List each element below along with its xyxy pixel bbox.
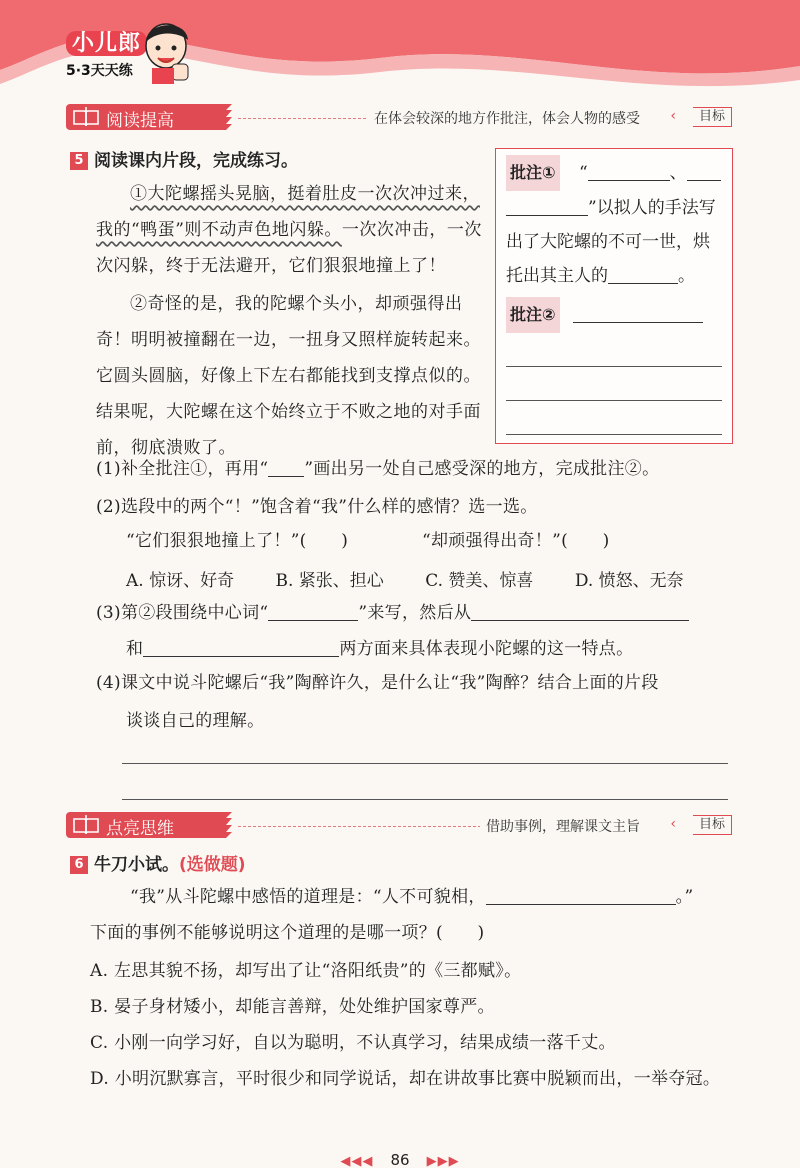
subquestion-1-text-b: ”画出另一处自己感受深的地方，完成批注②。 (304, 459, 660, 479)
note-1-label: 批注① (506, 155, 560, 191)
note-1-text: ”以拟人的手法写出了大陀螺的不可一世，烘托出其主人的 (506, 198, 716, 286)
section-goal: 在体会较深的地方作批注，体会人物的感受 (368, 108, 646, 128)
annotation-box (495, 148, 733, 444)
question-title-text: 阅读课内片段，完成练习。 (94, 151, 298, 171)
note-1-body (506, 191, 722, 293)
section-header-thinking (66, 812, 736, 838)
note-1 (506, 155, 722, 191)
note-2-line-2[interactable] (506, 333, 722, 367)
question-number: 6 (70, 856, 88, 874)
subquestion-2-options (126, 566, 684, 591)
subquestion-4-line-2: 谈谈自己的理解。 (126, 711, 265, 731)
paragraph-1-rest: 一次次冲击，一次次闪躲，终于无法避开，它们狠狠地撞上了！ (96, 220, 482, 276)
chevron-left-icon: ‹ (670, 108, 676, 124)
underlined-sentence-1: ①大陀螺摇头晃脑，挺着肚皮一次次冲过来， (130, 184, 480, 204)
note-1-blank-3[interactable] (506, 196, 588, 216)
reading-passage (96, 176, 488, 466)
note-1-separator: 、 (669, 163, 687, 183)
note-2 (506, 297, 722, 333)
page-footer (0, 1150, 800, 1168)
subquestion-1 (96, 452, 659, 486)
note-2-line-3[interactable] (506, 367, 722, 401)
optional-tag: (选做题) (179, 855, 246, 875)
question-5-title (70, 146, 298, 171)
subquestion-2: (2)选段中的两个“！”饱含着“我”什么样的感情？选一选。 (96, 497, 538, 517)
subquestion-3-blank-2[interactable] (471, 601, 689, 621)
goal-tag: 目标 (693, 107, 732, 127)
question-6-option-b[interactable]: B. 晏子身材矮小，却能言善辩，处处维护国家尊严。 (90, 997, 495, 1017)
chevron-left-icon: ‹ (670, 816, 676, 832)
question-6-stem-end: 。” (675, 887, 694, 907)
subquestion-3-text-b: ”来写，然后从 (358, 603, 472, 623)
note-1-blank-1[interactable] (588, 161, 670, 181)
series-name: 5·3天天练 (66, 63, 133, 79)
section-notch-icon (216, 812, 234, 838)
note-2-line-4[interactable] (506, 401, 722, 435)
paragraph-2: ②奇怪的是，我的陀螺个头小，却顽强得出奇！明明被撞翻在一边，一扭身又照样旋转起来。它圆头圆脑，好像上下左右都能找到支撑点似的。结果呢，大陀螺在这个始终立于不败之地的对手面前，彻底溃败了。 (96, 294, 481, 458)
question-6-blank[interactable] (486, 885, 676, 905)
question-number: 5 (70, 152, 88, 170)
subquestion-1-text-a: (1)补全批注①，再用“ (96, 459, 269, 479)
note-2-label: 批注② (506, 297, 560, 333)
subquestion-2-item-1[interactable]: “它们狠狠地撞上了！”( ) (126, 531, 349, 551)
option-d[interactable]: D. 愤怒、无奈 (574, 571, 684, 591)
paragraph-1 (96, 176, 488, 284)
question-6-option-d[interactable]: D. 小明沉默寡言，平时很少和同学说话，却在讲故事比赛中脱颖而出，一举夺冠。 (90, 1069, 721, 1089)
subquestion-3-blank-3[interactable] (143, 637, 339, 657)
note-2-blank-1[interactable] (573, 303, 703, 323)
section-badge (66, 104, 218, 130)
subquestion-3-text-a: (3)第②段围绕中心词“ (96, 603, 269, 623)
question-6-prompt: 下面的事例不能够说明这个道理的是哪一项？( ) (90, 923, 485, 943)
note-1-quote-open: “ (578, 163, 588, 183)
section-title: 点亮思维 (106, 819, 174, 839)
open-book-icon (72, 815, 100, 835)
option-a[interactable]: A. 惊讶、好奇 (126, 571, 235, 591)
subquestion-3 (96, 596, 689, 630)
subquestion-3-cont (126, 632, 633, 666)
option-c[interactable]: C. 赞美、惊喜 (425, 571, 534, 591)
brand-logo (66, 26, 147, 80)
section-goal: 借助事例，理解课文主旨 (480, 816, 646, 836)
question-6-stem-text: “我”从斗陀螺中感悟的道理是：“人不可貌相， (130, 887, 486, 907)
answer-line-2[interactable] (122, 799, 728, 800)
prev-arrows-icon: ◀◀◀ (340, 1154, 374, 1168)
open-book-icon (72, 107, 100, 127)
underlined-sentence-2: 我的“鸭蛋”则不动声色地闪躲。 (96, 220, 342, 240)
section-header-reading (66, 104, 736, 130)
question-6-title (70, 850, 246, 875)
section-title: 阅读提高 (106, 111, 174, 131)
section-badge (66, 812, 218, 838)
subquestion-1-blank[interactable] (268, 457, 304, 477)
section-notch-icon (216, 104, 234, 130)
note-1-period: 。 (678, 266, 695, 286)
subquestion-4-line-1: (4)课文中说斗陀螺后“我”陶醉许久，是什么让“我”陶醉？结合上面的片段 (96, 673, 659, 693)
option-b[interactable]: B. 紧张、担心 (275, 571, 384, 591)
question-6-stem (130, 880, 693, 914)
next-arrows-icon: ▶▶▶ (426, 1154, 460, 1168)
note-1-blank-2[interactable] (687, 161, 721, 181)
subquestion-3-text-c: 和 (126, 639, 144, 659)
question-title-text: 牛刀小试。 (94, 855, 179, 875)
question-6-option-c[interactable]: C. 小刚一向学习好，自以为聪明，不认真学习，结果成绩一落千丈。 (90, 1033, 616, 1053)
subquestion-2-item-2[interactable]: “却顽强得出奇！”( ) (422, 531, 610, 551)
answer-line-1[interactable] (122, 763, 728, 764)
subquestion-3-text-d: 两方面来具体表现小陀螺的这一特点。 (339, 639, 634, 659)
question-6-option-a[interactable]: A. 左思其貌不扬，却写出了让“洛阳纸贵”的《三都赋》。 (90, 961, 522, 981)
brand-name: 小儿郎 (66, 31, 147, 56)
page-number: 86 (390, 1151, 410, 1168)
note-1-blank-4[interactable] (608, 264, 678, 284)
goal-tag: 目标 (693, 815, 732, 835)
subquestion-3-blank-1[interactable] (268, 601, 358, 621)
boy-mascot-icon (138, 14, 194, 86)
